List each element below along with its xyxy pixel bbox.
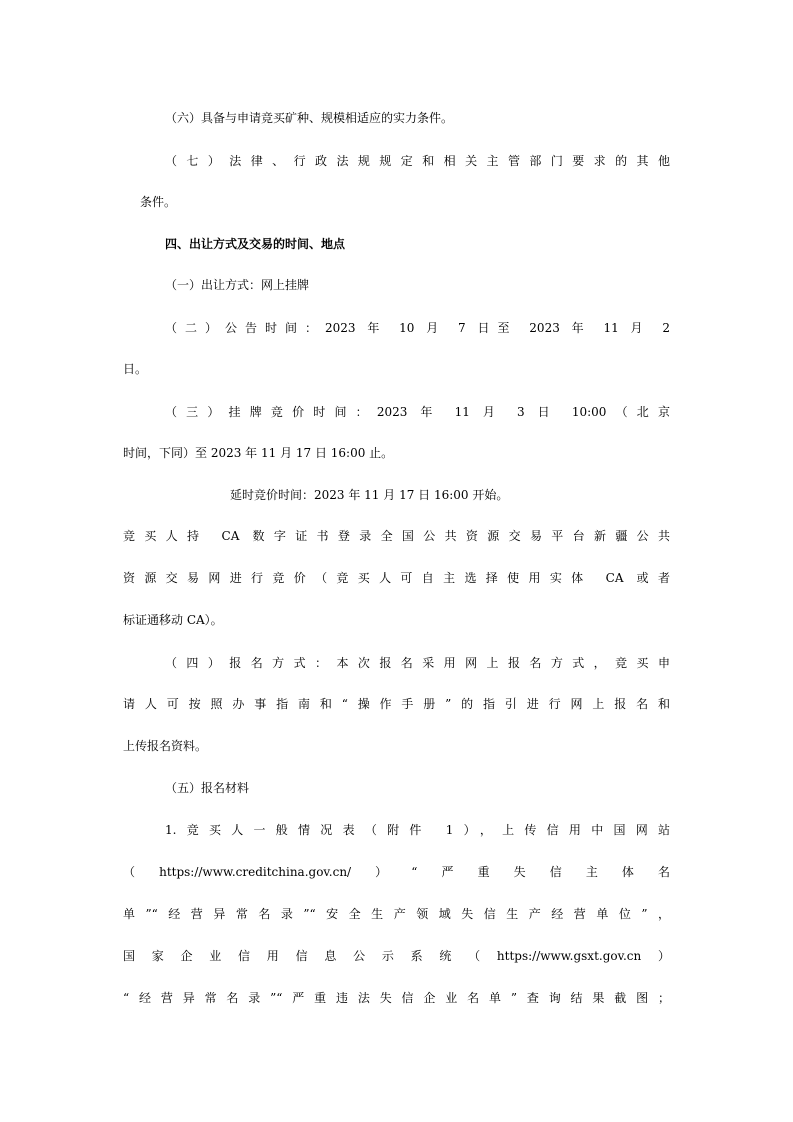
- clause-4-4-line-3: 上传报名资料。: [123, 739, 208, 753]
- material-1-line-5: “经营异常名录”“严重违法失信企业名单”查询结果截图；: [123, 991, 670, 1005]
- clause-4-4-line-2: 请人可按照办事指南和“操作手册”的指引进行网上报名和: [123, 697, 670, 711]
- clause-4-3-line-1: （三）挂牌竞价时间：2023 年 11 月 3 日 10:00（北京: [165, 405, 670, 419]
- clause-4-4-line-1: （四）报名方式：本次报名采用网上报名方式，竞买申: [165, 656, 670, 670]
- extension-time-line: 延时竞价时间：2023 年 11 月 17 日 16:00 开始。: [230, 488, 509, 502]
- material-1-line-2: （https://www.creditchina.gov.cn/）“严重失信主体名: [123, 865, 670, 879]
- clause-4-1: （一）出让方式：网上挂牌: [165, 278, 310, 292]
- material-1-line-3: 单”“经营异常名录”“安全生产领域失信生产经营单位”，: [123, 907, 670, 921]
- material-1-line-4: 国家企业信用信息公示系统（https://www.gsxt.gov.cn）: [123, 949, 670, 963]
- clause-4-2-line-2: 日。: [123, 362, 148, 376]
- clause-7-line-2: 条件。: [140, 195, 177, 209]
- material-1-line-1: 1.竞买人一般情况表（附件 1），上传信用中国网站: [165, 823, 670, 837]
- clause-7-line-1: （七）法律、行政法规规定和相关主管部门要求的其他: [165, 154, 670, 168]
- ca-line-3: 标证通移动 CA）。: [123, 613, 223, 627]
- clause-4-2-line-1: （二）公告时间：2023 年 10 月 7 日至 2023 年 11 月 2: [165, 321, 670, 335]
- section-heading-4: 四、出让方式及交易的时间、地点: [165, 237, 346, 251]
- ca-line-2: 资源交易网进行竞价（竞买人可自主选择使用实体 CA 或者: [123, 571, 670, 585]
- ca-line-1: 竞买人持 CA 数字证书登录全国公共资源交易平台新疆公共: [123, 529, 670, 543]
- clause-6: （六）具备与申请竞买矿种、规模相适应的实力条件。: [165, 111, 454, 125]
- clause-4-3-line-2: 时间，下同）至 2023 年 11 月 17 日 16:00 止。: [123, 446, 394, 460]
- clause-4-5: （五）报名材料: [165, 781, 250, 795]
